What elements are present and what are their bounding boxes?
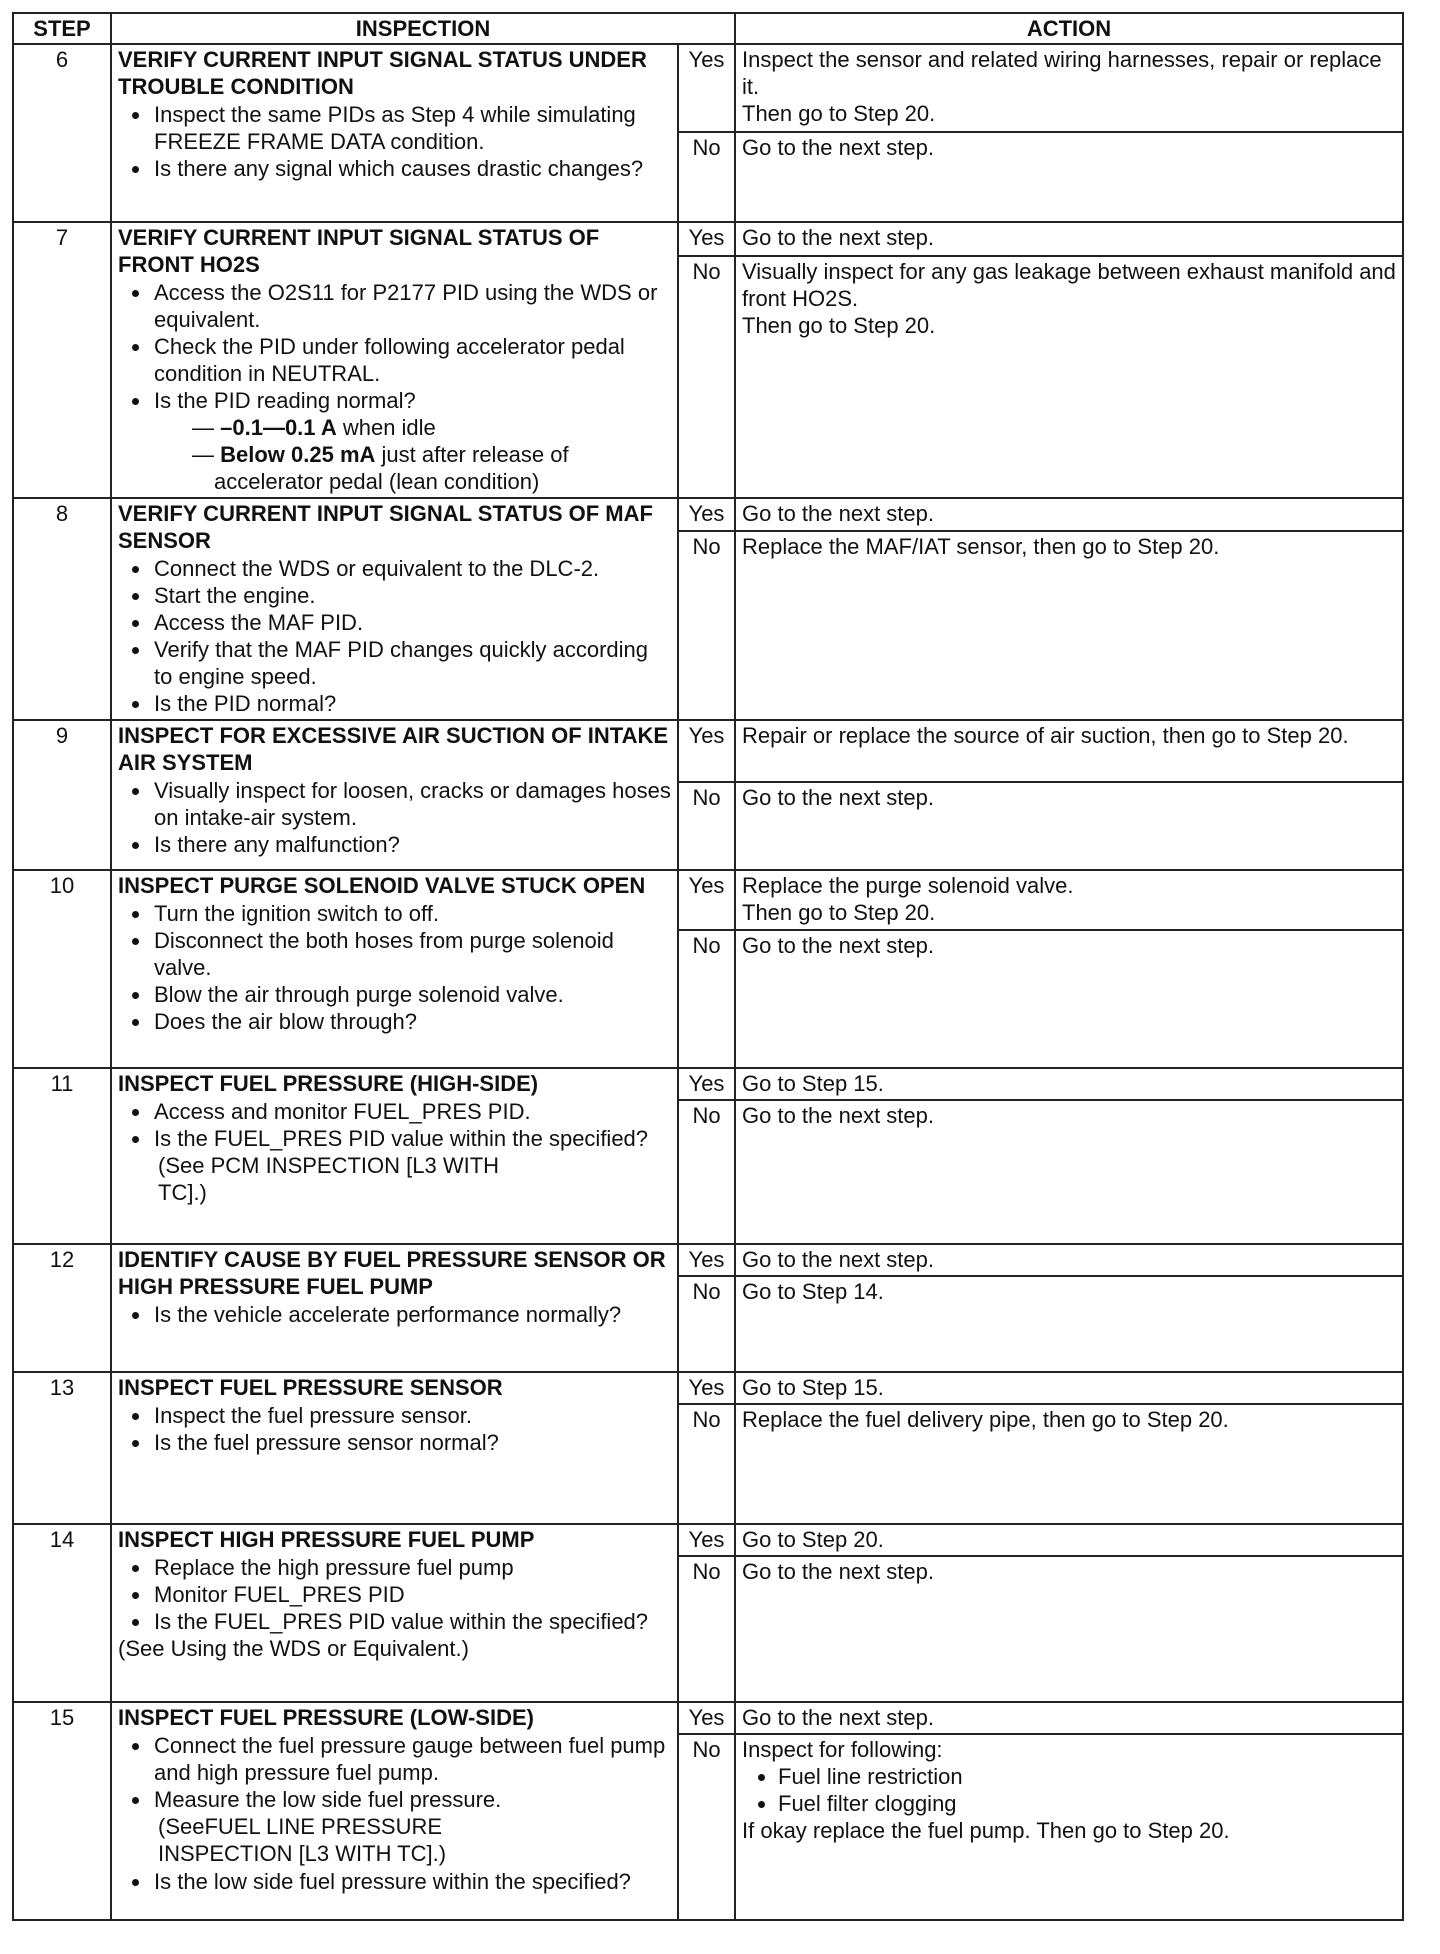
inspection-cell: [111, 1702, 678, 1920]
yes-action: [735, 1702, 1403, 1734]
inspection-bullet-list: [118, 1301, 671, 1328]
action-text: Go to the next step.: [742, 933, 935, 958]
inspection-bullet: • Access the MAF PID.: [152, 609, 671, 636]
inspection-title: IDENTIFY CAUSE BY FUEL PRESSURE SENSOR OR HIGH PRESSURE FUEL PUMP: [118, 1247, 666, 1299]
yes-action: [735, 1068, 1403, 1100]
no-label: No: [678, 1556, 735, 1702]
no-action: [735, 1734, 1403, 1920]
no-label: No: [678, 1404, 735, 1524]
yes-label: Yes: [678, 44, 735, 132]
inspection-title: INSPECT FUEL PRESSURE SENSOR: [118, 1375, 503, 1400]
table-row: [13, 870, 1403, 930]
inspection-bullet: • Connect the fuel pressure gauge between fuel pump and high pressure fuel pump.: [152, 1732, 671, 1786]
spec-item: [192, 414, 671, 441]
no-action: [735, 1100, 1403, 1244]
inspection-bullet: • Blow the air through purge solenoid valve.: [152, 981, 671, 1008]
inspection-bullet: • Is the PID normal?: [152, 690, 671, 717]
action-text: Go to the next step.: [742, 1705, 935, 1730]
yes-label: Yes: [678, 870, 735, 930]
yes-label: Yes: [678, 498, 735, 531]
inspection-bullet: • Access the O2S11 for P2177 PID using the WDS or equivalent.: [152, 279, 671, 333]
inspection-bullet-list: [118, 1554, 671, 1635]
step-number: 11: [13, 1068, 111, 1244]
yes-label: Yes: [678, 1068, 735, 1100]
table-row: [13, 44, 1403, 132]
inspection-bullet: • Access and monitor FUEL_PRES PID.: [152, 1098, 671, 1125]
inspection-bullet: • Turn the ignition switch to off.: [152, 900, 671, 927]
inspection-bullet: • Is there any signal which causes drastic changes?: [152, 155, 671, 182]
inspection-bullet: • Is the FUEL_PRES PID value within the specified?: [152, 1125, 671, 1152]
spec-text: when idle: [336, 415, 436, 440]
inspection-bullet: • Visually inspect for loosen, cracks or damages hoses on intake-air system.: [152, 777, 671, 831]
inspection-bullet-list: [118, 1732, 671, 1813]
action-text: Repair or replace the source of air suction, then go to Step 20.: [742, 723, 1349, 748]
action-text: Go to Step 14.: [742, 1279, 884, 1304]
inspection-cell: [111, 870, 678, 1068]
table-row: [13, 1068, 1403, 1100]
inspection-bullet: • Is the FUEL_PRES PID value within the specified?: [152, 1608, 671, 1635]
action-text: Go to Step 20.: [742, 1527, 884, 1552]
inspection-bullet: • Measure the low side fuel pressure.: [152, 1786, 671, 1813]
spec-dash: —: [192, 415, 214, 440]
inspection-cell: [111, 1068, 678, 1244]
spec-list: [118, 414, 671, 495]
procedure-table-container: [12, 12, 1402, 1921]
yes-action: [735, 44, 1403, 132]
inspection-title: VERIFY CURRENT INPUT SIGNAL STATUS OF MAF SENSOR: [118, 501, 653, 553]
table-row: [13, 222, 1403, 256]
inspection-bullet: • Is the low side fuel pressure within the specified?: [152, 1868, 671, 1895]
table-row: [13, 498, 1403, 531]
action-text: Go to the next step.: [742, 225, 935, 250]
inspection-bullet-list: [118, 101, 671, 182]
no-label: No: [678, 132, 735, 222]
inspection-title: INSPECT PURGE SOLENOID VALVE STUCK OPEN: [118, 873, 646, 898]
yes-label: Yes: [678, 1244, 735, 1276]
step-number: 6: [13, 44, 111, 222]
action-text: Then go to Step 20.: [742, 101, 936, 126]
inspection-bullet-list: [118, 279, 671, 414]
inspection-bullet-list: [118, 777, 671, 858]
no-label: No: [678, 531, 735, 720]
yes-label: Yes: [678, 1702, 735, 1734]
no-label: No: [678, 1276, 735, 1372]
inspection-bullet-list: [118, 1098, 671, 1152]
yes-label: Yes: [678, 1524, 735, 1556]
step-number: 7: [13, 222, 111, 498]
yes-action: [735, 498, 1403, 531]
inspection-cell: [111, 222, 678, 498]
yes-action: [735, 1372, 1403, 1404]
yes-action: [735, 870, 1403, 930]
header-action: ACTION: [735, 13, 1403, 44]
inspection-bullet: • Replace the high pressure fuel pump: [152, 1554, 671, 1581]
inspection-bullet: • Verify that the MAF PID changes quickly according to engine speed.: [152, 636, 671, 690]
inspection-bullet: • Start the engine.: [152, 582, 671, 609]
step-number: 15: [13, 1702, 111, 1920]
inspection-bullet: • Does the air blow through?: [152, 1008, 671, 1035]
no-action: [735, 132, 1403, 222]
step-number: 14: [13, 1524, 111, 1702]
no-label: No: [678, 1100, 735, 1244]
inspection-title: INSPECT FOR EXCESSIVE AIR SUCTION OF INTAKE AIR SYSTEM: [118, 723, 669, 775]
inspection-bullet: • Inspect the same PIDs as Step 4 while simulating FREEZE FRAME DATA condition.: [152, 101, 671, 155]
no-action: [735, 1404, 1403, 1524]
yes-action: [735, 222, 1403, 256]
inspection-title: VERIFY CURRENT INPUT SIGNAL STATUS UNDER TROUBLE CONDITION: [118, 47, 647, 99]
inspection-cell: [111, 498, 678, 720]
inspection-bullet: • Disconnect the both hoses from purge solenoid valve.: [152, 927, 671, 981]
no-action: [735, 531, 1403, 720]
yes-action: [735, 1244, 1403, 1276]
step-number: 13: [13, 1372, 111, 1524]
yes-action: [735, 720, 1403, 782]
action-text: Go to the next step.: [742, 501, 935, 526]
table-body: [13, 44, 1403, 1920]
action-text: Then go to Step 20.: [742, 312, 936, 338]
no-action: [735, 1556, 1403, 1702]
action-text: Go to the next step.: [742, 1247, 935, 1272]
yes-action: [735, 1524, 1403, 1556]
inspection-bullet: • Is the PID reading normal?: [152, 387, 671, 414]
no-label: No: [678, 930, 735, 1068]
table-row: [13, 1702, 1403, 1734]
inspection-title: INSPECT FUEL PRESSURE (LOW-SIDE): [118, 1705, 534, 1730]
inspection-cell: [111, 1372, 678, 1524]
table-header-row: [13, 13, 1403, 44]
action-text: Go to Step 15.: [742, 1071, 884, 1096]
action-text: Go to Step 15.: [742, 1375, 884, 1400]
action-text: Go to the next step.: [742, 1559, 935, 1584]
reference-note: (SeeFUEL LINE PRESSURE INSPECTION [L3 WITH TC].): [158, 1814, 447, 1866]
action-text: Replace the fuel delivery pipe, then go to Step 20.: [742, 1407, 1229, 1432]
table-row: [13, 1372, 1403, 1404]
inspection-bullet-list: [118, 1868, 671, 1895]
reference-note: (See Using the WDS or Equivalent.): [118, 1636, 469, 1661]
spec-item: [192, 441, 671, 495]
spec-value: Below 0.25 mA: [220, 442, 376, 467]
step-number: 12: [13, 1244, 111, 1372]
inspection-cell: [111, 1244, 678, 1372]
table-row: [13, 720, 1403, 782]
no-label: No: [678, 782, 735, 870]
inspection-cell: [111, 44, 678, 222]
spec-value: –0.1—0.1 A: [220, 415, 337, 440]
yes-label: Yes: [678, 1372, 735, 1404]
header-step: STEP: [13, 13, 111, 44]
action-text: Go to the next step.: [742, 785, 935, 810]
action-text: Inspect the sensor and related wiring harnesses, repair or replace it.: [742, 47, 1382, 99]
inspection-bullet-list: [118, 1402, 671, 1456]
inspection-cell: [111, 720, 678, 870]
inspection-bullet-list: [118, 900, 671, 1035]
no-action: [735, 930, 1403, 1068]
no-label: No: [678, 256, 735, 498]
spec-text: just after release of accelerator pedal (lean condition): [214, 442, 569, 494]
action-text: Inspect for following:: [742, 1737, 943, 1762]
inspection-title: VERIFY CURRENT INPUT SIGNAL STATUS OF FRONT HO2S: [118, 225, 600, 277]
spec-dash: —: [192, 442, 214, 467]
inspection-bullet: • Is the fuel pressure sensor normal?: [152, 1429, 671, 1456]
reference-note: (See PCM INSPECTION [L3 WITH TC].): [158, 1153, 500, 1205]
action-bullet: • Fuel line restriction: [778, 1763, 1396, 1790]
action-text: Go to the next step.: [742, 135, 935, 160]
inspection-bullet: • Inspect the fuel pressure sensor.: [152, 1402, 671, 1429]
inspection-bullet-list: [118, 555, 671, 717]
header-inspection: INSPECTION: [111, 13, 735, 44]
no-label: No: [678, 1734, 735, 1920]
action-text: If okay replace the fuel pump. Then go to Step 20.: [742, 1818, 1230, 1843]
inspection-bullet: • Is there any malfunction?: [152, 831, 671, 858]
action-bullet-list: [742, 1763, 1396, 1817]
step-number: 9: [13, 720, 111, 870]
step-number: 8: [13, 498, 111, 720]
step-number: 10: [13, 870, 111, 1068]
action-text: Replace the MAF/IAT sensor, then go to Step 20.: [742, 533, 1220, 559]
table-row: [13, 1524, 1403, 1556]
action-text: Go to the next step.: [742, 1103, 935, 1128]
diagnostic-procedure-table: [12, 12, 1404, 1921]
inspection-bullet: • Is the vehicle accelerate performance normally?: [152, 1301, 671, 1328]
inspection-cell: [111, 1524, 678, 1702]
inspection-bullet: • Connect the WDS or equivalent to the DLC-2.: [152, 555, 671, 582]
no-action: [735, 256, 1403, 498]
yes-label: Yes: [678, 720, 735, 782]
table-row: [13, 1244, 1403, 1276]
action-text: Visually inspect for any gas leakage between exhaust manifold and front HO2S.: [742, 258, 1396, 311]
inspection-title: INSPECT HIGH PRESSURE FUEL PUMP: [118, 1527, 535, 1552]
yes-label: Yes: [678, 222, 735, 256]
action-text: Then go to Step 20.: [742, 900, 936, 925]
action-bullet: • Fuel filter clogging: [778, 1790, 1396, 1817]
no-action: [735, 1276, 1403, 1372]
inspection-bullet: • Check the PID under following accelerator pedal condition in NEUTRAL.: [152, 333, 671, 387]
no-action: [735, 782, 1403, 870]
inspection-bullet: • Monitor FUEL_PRES PID: [152, 1581, 671, 1608]
action-text: Replace the purge solenoid valve.: [742, 873, 1074, 898]
inspection-title: INSPECT FUEL PRESSURE (HIGH-SIDE): [118, 1071, 539, 1096]
